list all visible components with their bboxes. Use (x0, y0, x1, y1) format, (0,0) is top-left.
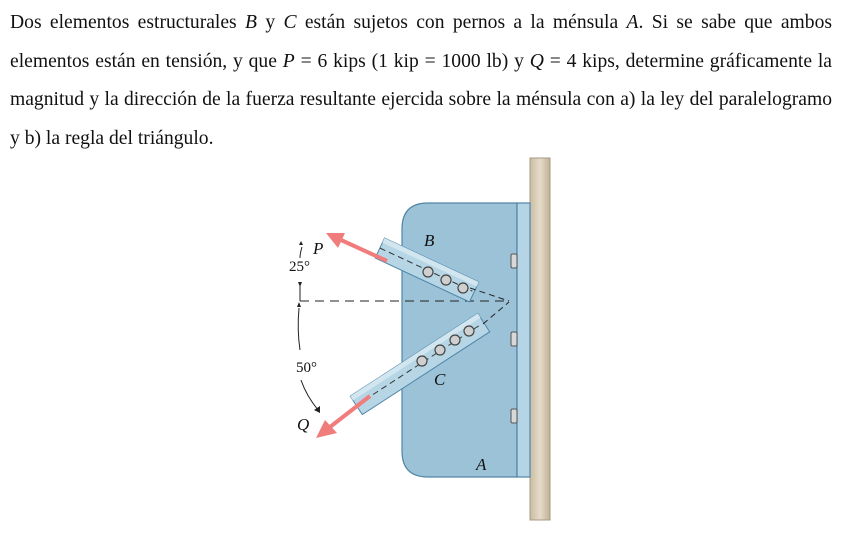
wall (530, 158, 550, 520)
label-C: C (434, 370, 446, 389)
var-P: P (282, 50, 295, 72)
label-B: B (424, 231, 435, 250)
angle-Q-label: 50° (296, 360, 317, 376)
bolt-head (511, 332, 517, 346)
label-A: A (476, 455, 487, 474)
text-segment: = 4 kips, determine gráficamente la magnitud y la dirección de la fuerza resultante ejercida sobre la ménsula con a) la ley del paralelogramo y b) la regla del triángulo. (10, 50, 833, 149)
angle-Q-dimension (297, 302, 320, 413)
var-A: A (626, 12, 639, 33)
label-P: P (313, 239, 324, 258)
force-P-arrow (326, 233, 387, 261)
text-segment: están sujetos con pernos a la ménsula (296, 12, 627, 33)
text-segment: y (256, 12, 284, 33)
bolt-head (511, 254, 517, 268)
text-segment: = 6 kips (1 kip = 1000 lb) y (294, 50, 530, 72)
var-C: C (283, 12, 297, 33)
text-segment: Dos elementos estructurales (10, 12, 246, 33)
angle-P-label: 25° (289, 259, 310, 275)
var-Q: Q (529, 50, 544, 72)
label-Q: Q (297, 415, 310, 434)
bracket-flange (517, 203, 530, 477)
force-Q-arrow (316, 396, 370, 438)
text-segment: . Si se sabe que ambos elementos están en tensión, y que (10, 12, 832, 72)
var-B: B (245, 12, 257, 33)
bolt-head (511, 409, 517, 423)
